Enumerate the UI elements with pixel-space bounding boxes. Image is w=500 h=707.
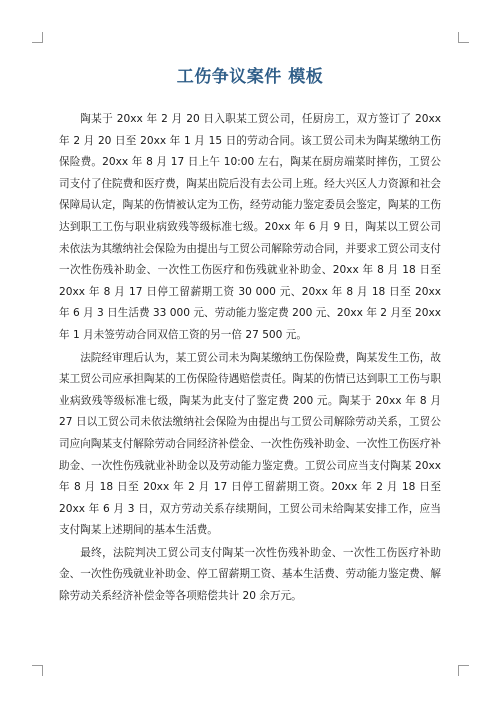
crop-mark-top-left [32,32,43,43]
court-reasoning-paragraph: 法院经审理后认为，某工贸公司未为陶某缴纳工伤保险费，陶某发生工伤，故某工贸公司应承担陶某的工伤保险待遇赔偿责任。陶某的伤情已达到职工工伤与职业病致残等级标准七级，陶某为此支付了鉴定费 200 元。陶某于 20xx 年 8 月 27 日以工贸公司未依法缴纳社会保险为由提出与工贸公司解除劳动关系，工贸公司应向陶某支付解除劳动合同经济补偿金、一次性伤残补助金、一次性工伤医疗补助金、一次性伤残就业补助金以及劳动能力鉴定费。工贸公司应当支付陶某 20xx 年 8 月 18 日至 20xx 年 2 月 17 日停工留薪期工资。20xx 年 2 月 18 日至 20xx 年 6 月 3 日，双方劳动关系存续期间，工贸公司未给陶某安排工作，应当支付陶某上述期间的基本生活费。 [59,351,441,537]
case-facts-paragraph: 陶某于 20xx 年 2 月 20 日入职某工贸公司，任厨房工，双方签订了 20xx 年 2 月 20 日至 20xx 年 1 月 15 日的劳动合同。该工贸公司未为陶某缴纳工伤保险费。20xx 年 8 月 17 日上午 10:00 左右，陶某在厨房端菜时摔伤，工贸公司支付了住院费和医疗费，陶某出院后没有去公司上班。经大兴区人力资源和社会保障局认定，陶某的伤情被认定为工伤，经劳动能力鉴定委员会鉴定，陶某的工伤达到职工工伤与职业病致残等级标准七级。20xx 年 6 月 9 日，陶某以工贸公司未依法为其缴纳社会保险为由提出与工贸公司解除劳动合同，并要求工贸公司支付一次性伤残补助金、一次性工伤医疗和伤残就业补助金、20xx 年 8 月 18 日至 20xx 年 8 月 17 日停工留薪期工资 30 000 元、20xx 年 8 月 18 日至 20xx 年 6 月 3 日生活费 33 000 元、劳动能力鉴定费 200 元、20xx 年 2 月至 20xx 年 1 月未签劳动合同双倍工资的另一倍 27 500 元。 [59,113,441,341]
crop-mark-top-right [458,32,469,43]
crop-mark-bottom-right [458,665,469,676]
crop-mark-bottom-left [32,665,43,676]
document-title: 工伤争议案件 模板 [176,67,324,87]
judgment-paragraph: 最终，法院判决工贸公司支付陶某一次性伤残补助金、一次性工伤医疗补助金、一次性伤残就业补助金、停工留薪期工资、基本生活费、劳动能力鉴定费、解除劳动关系经济补偿金等各项赔偿共计 20 余万元。 [59,546,441,603]
document-body [59,109,441,609]
